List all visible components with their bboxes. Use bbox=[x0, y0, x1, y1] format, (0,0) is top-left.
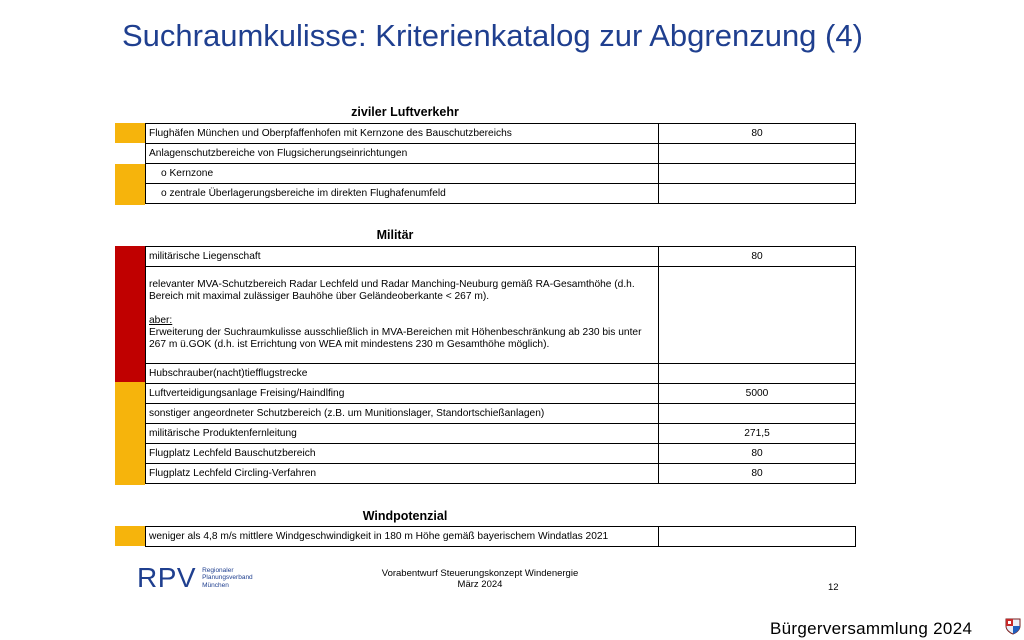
table-row bbox=[146, 144, 856, 164]
rpv-logo bbox=[137, 562, 253, 594]
criterion-value: 80 bbox=[659, 444, 856, 464]
criterion-label: Luftverteidigungsanlage Freising/Haindlfing bbox=[146, 384, 659, 404]
criterion-value bbox=[659, 267, 856, 364]
table-row bbox=[146, 364, 856, 384]
table-row bbox=[146, 184, 856, 204]
table-row bbox=[146, 424, 856, 444]
criterion-value: 80 bbox=[659, 464, 856, 484]
criterion-label-mva bbox=[146, 267, 659, 364]
criterion-value: 5000 bbox=[659, 384, 856, 404]
criterion-label: Flugplatz Lechfeld Bauschutzbereich bbox=[146, 444, 659, 464]
table-wind bbox=[145, 526, 856, 547]
criterion-label: Flughäfen München und Oberpfaffenhofen mit Kernzone des Bauschutzbereichs bbox=[146, 124, 659, 144]
criterion-label: militärische Produktenfernleitung bbox=[146, 424, 659, 444]
section-heading-zivil: ziviler Luftverkehr bbox=[351, 105, 459, 119]
criterion-value: 80 bbox=[659, 247, 856, 267]
table-row bbox=[146, 464, 856, 484]
coat-of-arms-icon bbox=[1004, 617, 1022, 635]
criterion-value bbox=[659, 404, 856, 424]
footer-doc-date: März 2024 bbox=[457, 579, 503, 590]
table-row bbox=[146, 444, 856, 464]
criteria-color-bar bbox=[115, 526, 145, 546]
table-row bbox=[146, 267, 856, 364]
rpv-logo-subtitle: Regionaler Planungsverband München bbox=[202, 566, 253, 589]
table-row bbox=[146, 124, 856, 144]
table-row bbox=[146, 164, 856, 184]
table-zivil bbox=[145, 123, 856, 204]
criteria-color-bar bbox=[115, 246, 145, 382]
criterion-label: Anlagenschutzbereiche von Flugsicherungseinrichtungen bbox=[146, 144, 659, 164]
event-title: Bürgerversammlung 2024 bbox=[770, 619, 973, 638]
table-row bbox=[146, 527, 856, 547]
rpv-logo-text: RPV bbox=[137, 562, 197, 593]
criterion-value bbox=[659, 164, 856, 184]
table-row bbox=[146, 404, 856, 424]
criterion-label: weniger als 4,8 m/s mittlere Windgeschwindigkeit in 180 m Höhe gemäß bayerischem Windatlas 2021 bbox=[146, 527, 659, 547]
mva-text-extension: Erweiterung der Suchraumkulisse ausschließlich in MVA-Bereichen mit Höhenbeschränkung ab 230 bis unter 267 m ü.GOK (d.h. ist Errichtung von WEA mit mindestens 230 m Gesamthöhe möglich). bbox=[149, 327, 642, 350]
criterion-value: 271,5 bbox=[659, 424, 856, 444]
table-row bbox=[146, 384, 856, 404]
criterion-value bbox=[659, 527, 856, 547]
criterion-value bbox=[659, 184, 856, 204]
mva-text-aber: aber: bbox=[149, 315, 173, 326]
page-title: Suchraumkulisse: Kriterienkatalog zur Abgrenzung (4) bbox=[122, 18, 863, 53]
criterion-label: sonstiger angeordneter Schutzbereich (z.B. um Munitionslager, Standortschießanlagen) bbox=[146, 404, 659, 424]
footer-document-info bbox=[330, 568, 630, 590]
section-heading-militaer: Militär bbox=[376, 228, 414, 242]
page-number: 12 bbox=[828, 582, 839, 593]
mva-text-main: relevanter MVA-Schutzbereich Radar Lechfeld und Radar Manching-Neuburg gemäß RA-Gesamthöhe (d.h. Bereich mit maximal zulässiger Bauhöhe über Geländeoberkante < 267 m). bbox=[149, 279, 635, 302]
table-militaer bbox=[145, 246, 856, 484]
criterion-value: 80 bbox=[659, 124, 856, 144]
criterion-label: militärische Liegenschaft bbox=[146, 247, 659, 267]
criterion-value bbox=[659, 364, 856, 384]
table-row bbox=[146, 247, 856, 267]
criterion-label: o zentrale Überlagerungsbereiche im direkten Flughafenumfeld bbox=[146, 184, 659, 204]
criterion-value bbox=[659, 144, 856, 164]
criterion-label: o Kernzone bbox=[146, 164, 659, 184]
criteria-color-bar bbox=[115, 164, 145, 205]
footer-doc-title: Vorabentwurf Steuerungskonzept Windenergie bbox=[381, 568, 579, 579]
criterion-label: Hubschrauber(nacht)tiefflugstrecke bbox=[146, 364, 659, 384]
section-heading-wind: Windpotenzial bbox=[362, 509, 448, 523]
criteria-color-bar bbox=[115, 123, 145, 143]
criterion-label: Flugplatz Lechfeld Circling-Verfahren bbox=[146, 464, 659, 484]
criteria-color-bar bbox=[115, 382, 145, 485]
